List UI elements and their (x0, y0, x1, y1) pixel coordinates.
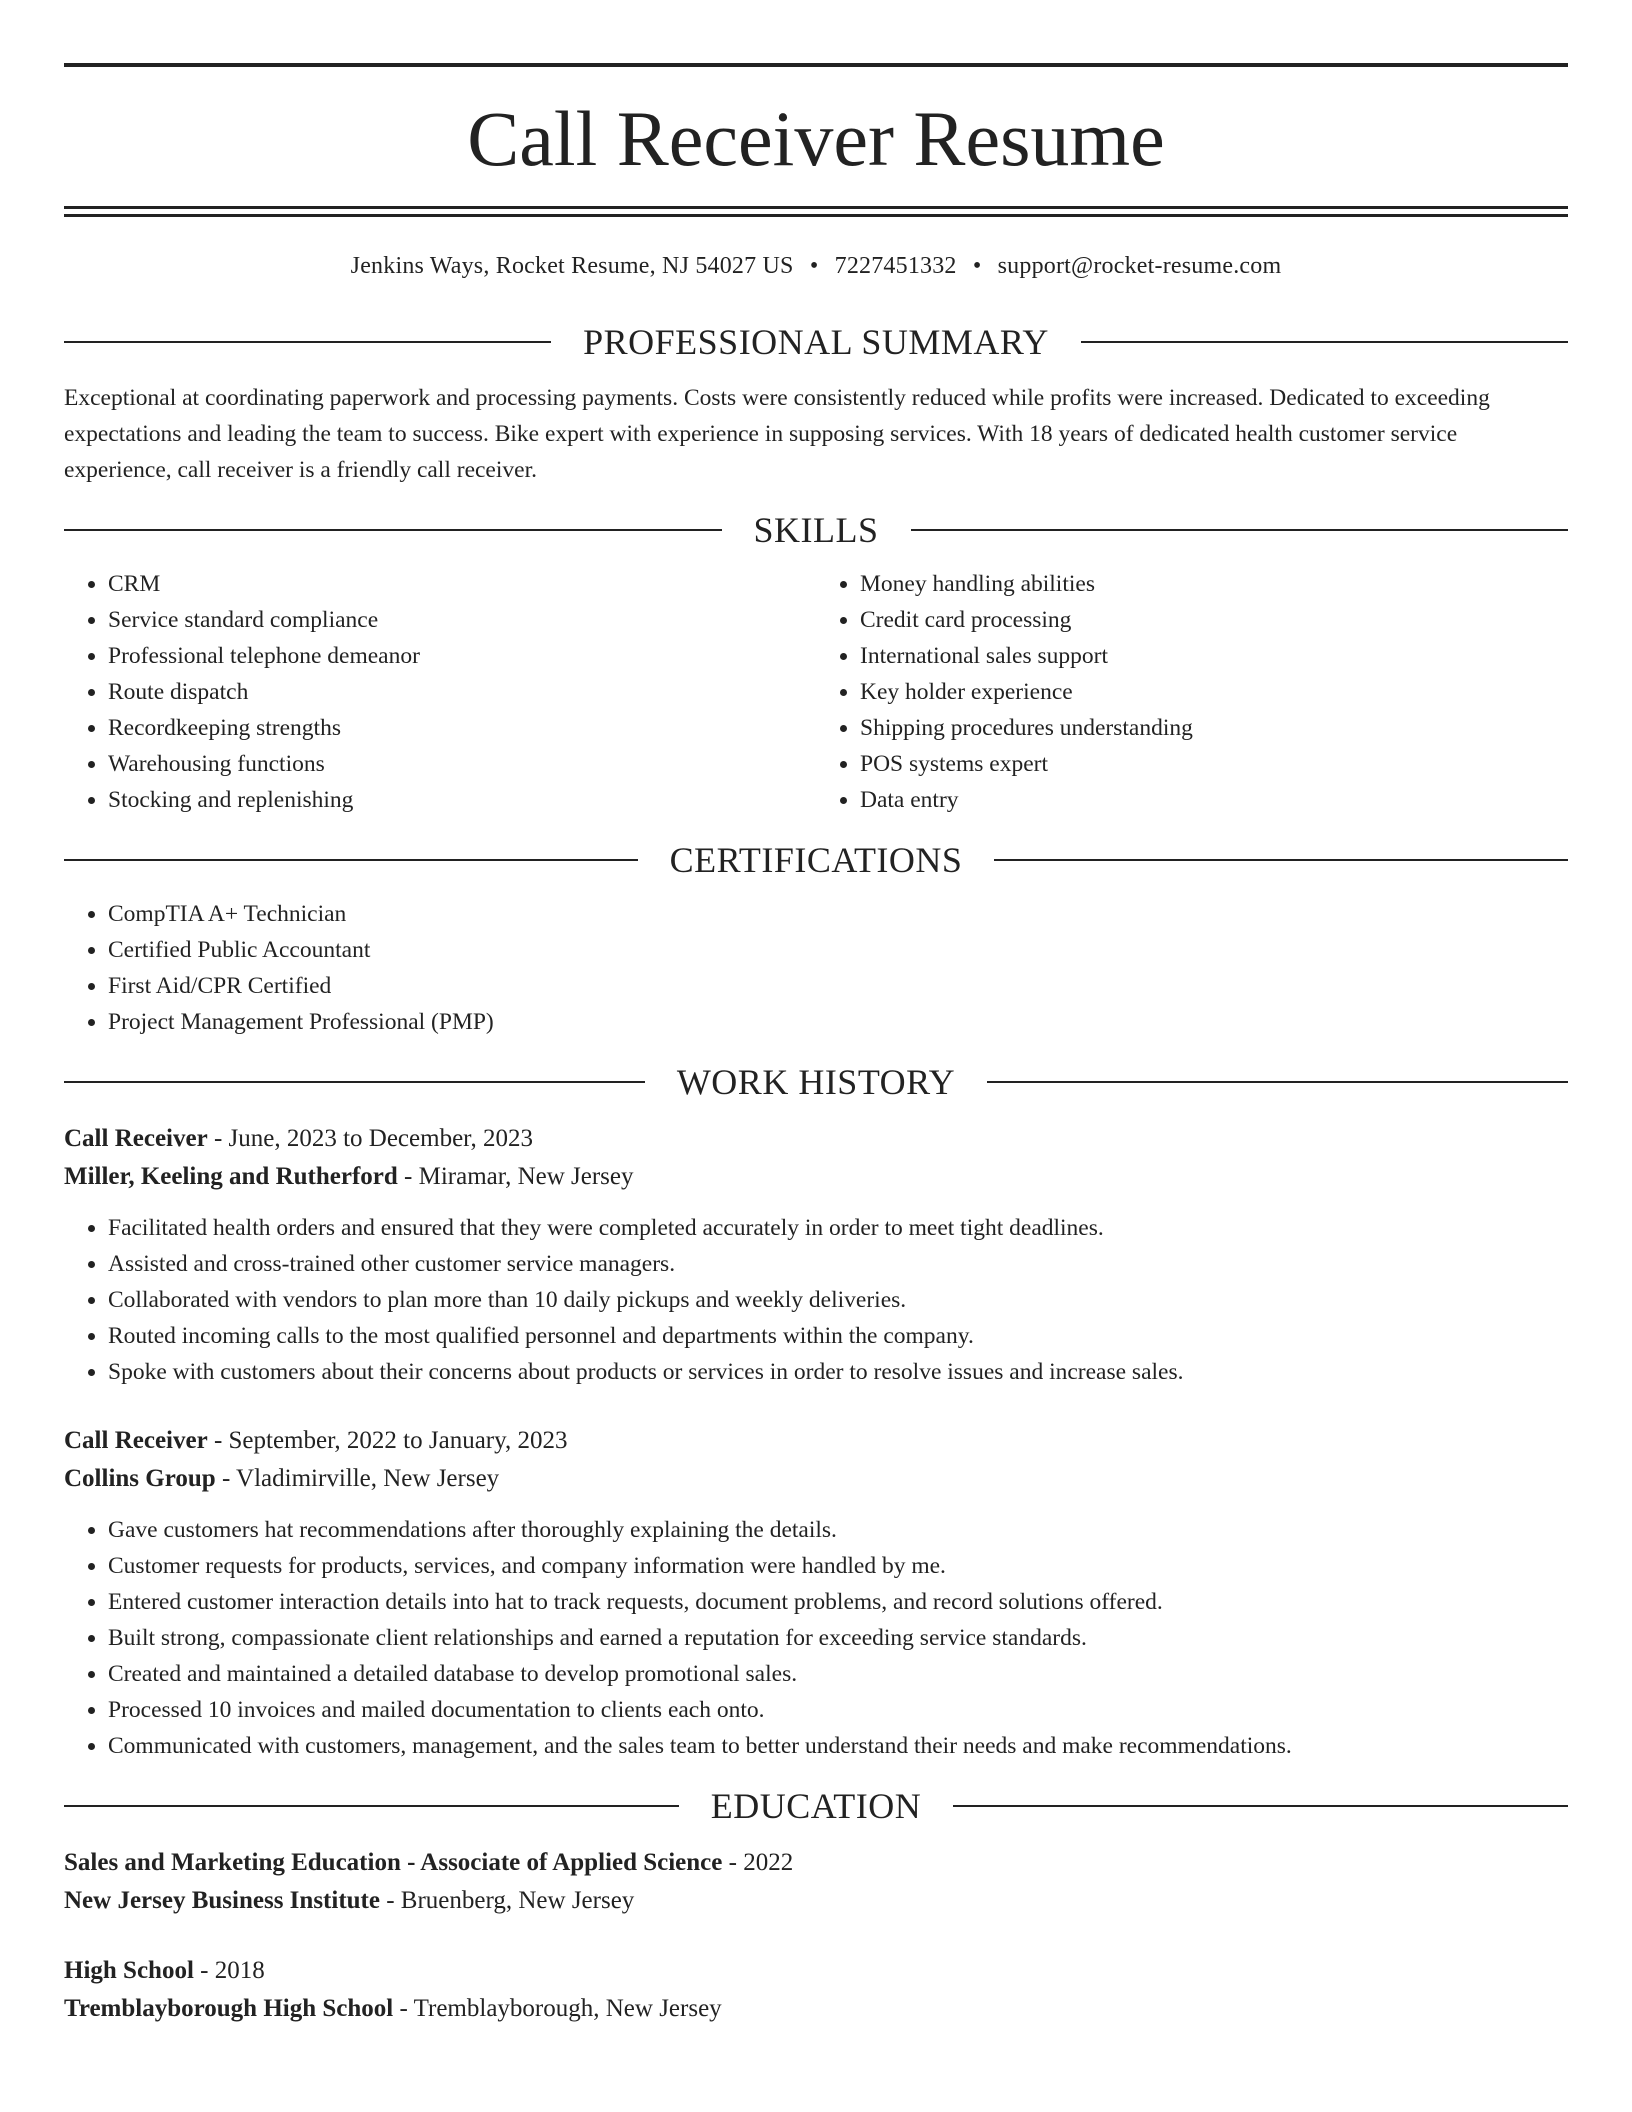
summary-text: Exceptional at coordinating paperwork and processing payments. Costs were consistently reduced while profits were increased. Dedicated to exceeding expectations and leading the team to success. Bike expert with experience in supposing services. With 18 years of dedicated health customer service experience, call receiver is a friendly call receiver. (64, 385, 1490, 483)
list-item: • Data entry (860, 782, 1568, 818)
section-title: EDUCATION (710, 1786, 922, 1826)
list-item: • International sales support (860, 638, 1568, 674)
list-item: • First Aid/CPR Certified (108, 968, 1568, 1004)
divider-line (994, 859, 1568, 861)
list-item: • Credit card processing (860, 602, 1568, 638)
section-title: PROFESSIONAL SUMMARY (583, 322, 1049, 362)
resume-page (64, 0, 1568, 2028)
divider-line (987, 1081, 1568, 1083)
job-title: Call Receiver (64, 1125, 208, 1152)
list-item: • Processed 10 invoices and mailed documentation to clients each onto. (108, 1692, 1568, 1728)
list-item: • CompTIA A+ Technician (108, 896, 1568, 932)
education-school: Tremblayborough High School (64, 1995, 394, 2022)
divider-line (911, 529, 1569, 531)
list-item: • Certified Public Accountant (108, 932, 1568, 968)
job-company: Collins Group (64, 1465, 216, 1492)
education-school-line (64, 1882, 1568, 1920)
list-item: • Money handling abilities (860, 566, 1568, 602)
section-heading-summary (64, 320, 1568, 364)
section-heading-certifications (64, 838, 1568, 882)
section-title: CERTIFICATIONS (669, 840, 963, 880)
certifications-list (64, 896, 1568, 1040)
education-location: - Tremblayborough, New Jersey (393, 1995, 722, 2022)
job-dates: - June, 2023 to December, 2023 (207, 1125, 533, 1152)
list-item: • Professional telephone demeanor (108, 638, 816, 674)
list-item: • Stocking and replenishing (108, 782, 816, 818)
spacer (64, 1390, 1568, 1422)
list-item: • Gave customers hat recommendations after thoroughly explaining the details. (108, 1512, 1568, 1548)
section-heading-education (64, 1784, 1568, 1828)
list-item: • Service standard compliance (108, 602, 816, 638)
job-bullets (64, 1512, 1568, 1764)
job-company-line (64, 1158, 1568, 1196)
education-degree: Sales and Marketing Education - Associate of Applied Science (64, 1849, 723, 1876)
divider-line (64, 859, 638, 861)
job-location: - Vladimirville, New Jersey (215, 1465, 500, 1492)
job-entry (64, 1120, 1568, 1390)
education-entry (64, 1844, 1568, 1920)
education-school: New Jersey Business Institute (64, 1887, 380, 1914)
list-item: • Customer requests for products, services, and company information were handled by me. (108, 1548, 1568, 1584)
list-item: • Warehousing functions (108, 746, 816, 782)
list-item: • Communicated with customers, management, and the sales team to better understand their needs and make recommendations. (108, 1728, 1568, 1764)
resume-title: Call Receiver Resume (467, 95, 1165, 182)
education-location: - Bruenberg, New Jersey (379, 1887, 635, 1914)
list-item: • Built strong, compassionate client relationships and earned a reputation for exceeding service standards. (108, 1620, 1568, 1656)
list-item: • Spoke with customers about their concerns about products or services in order to resolve issues and increase sales. (108, 1354, 1568, 1390)
section-title: SKILLS (753, 510, 879, 550)
list-item: • Recordkeeping strengths (108, 710, 816, 746)
skills-columns (64, 566, 1568, 818)
job-location: - Miramar, New Jersey (397, 1163, 634, 1190)
job-dates: - September, 2022 to January, 2023 (207, 1427, 568, 1454)
section-title: WORK HISTORY (676, 1062, 956, 1102)
job-title-line (64, 1120, 1568, 1158)
education-school-line (64, 1990, 1568, 2028)
education-degree-line (64, 1844, 1568, 1882)
education-entry (64, 1952, 1568, 2028)
skills-list-right (816, 566, 1568, 818)
list-item: • Collaborated with vendors to plan more than 10 daily pickups and weekly deliveries. (108, 1282, 1568, 1318)
contact-address: Jenkins Ways, Rocket Resume, NJ 54027 US (350, 253, 794, 279)
list-item: • Shipping procedures understanding (860, 710, 1568, 746)
education-year: - 2018 (193, 1957, 265, 1984)
list-item: • Entered customer interaction details into hat to track requests, document problems, and record solutions offered. (108, 1584, 1568, 1620)
top-rule (64, 63, 1568, 67)
title-double-rule (64, 206, 1568, 217)
contact-line (64, 253, 1568, 280)
section-heading-skills (64, 508, 1568, 552)
divider-line (953, 1805, 1568, 1807)
list-item: • Routed incoming calls to the most qualified personnel and departments within the company. (108, 1318, 1568, 1354)
list-item: • CRM (108, 566, 816, 602)
list-item: • Route dispatch (108, 674, 816, 710)
job-entry (64, 1422, 1568, 1764)
divider-line (64, 1081, 645, 1083)
job-company: Miller, Keeling and Rutherford (64, 1163, 398, 1190)
list-item: • Key holder experience (860, 674, 1568, 710)
contact-separator: • (972, 253, 982, 279)
job-title: Call Receiver (64, 1427, 208, 1454)
contact-email: support@rocket-resume.com (997, 253, 1282, 279)
contact-separator: • (809, 253, 819, 279)
job-company-line (64, 1460, 1568, 1498)
spacer (64, 1920, 1568, 1952)
divider-line (1081, 341, 1568, 343)
divider-line (64, 529, 722, 531)
divider-line (64, 341, 551, 343)
job-title-line (64, 1422, 1568, 1460)
education-degree-line (64, 1952, 1568, 1990)
contact-phone: 7227451332 (834, 253, 957, 279)
list-item: • Assisted and cross-trained other customer service managers. (108, 1246, 1568, 1282)
divider-line (64, 1805, 679, 1807)
list-item: • Facilitated health orders and ensured that they were completed accurately in order to meet tight deadlines. (108, 1210, 1568, 1246)
list-item: • POS systems expert (860, 746, 1568, 782)
section-heading-work (64, 1060, 1568, 1104)
list-item: • Created and maintained a detailed database to develop promotional sales. (108, 1656, 1568, 1692)
job-bullets (64, 1210, 1568, 1390)
education-year: - 2022 (722, 1849, 794, 1876)
skills-list-left (64, 566, 816, 818)
education-degree: High School (64, 1957, 194, 1984)
list-item: • Project Management Professional (PMP) (108, 1004, 1568, 1040)
